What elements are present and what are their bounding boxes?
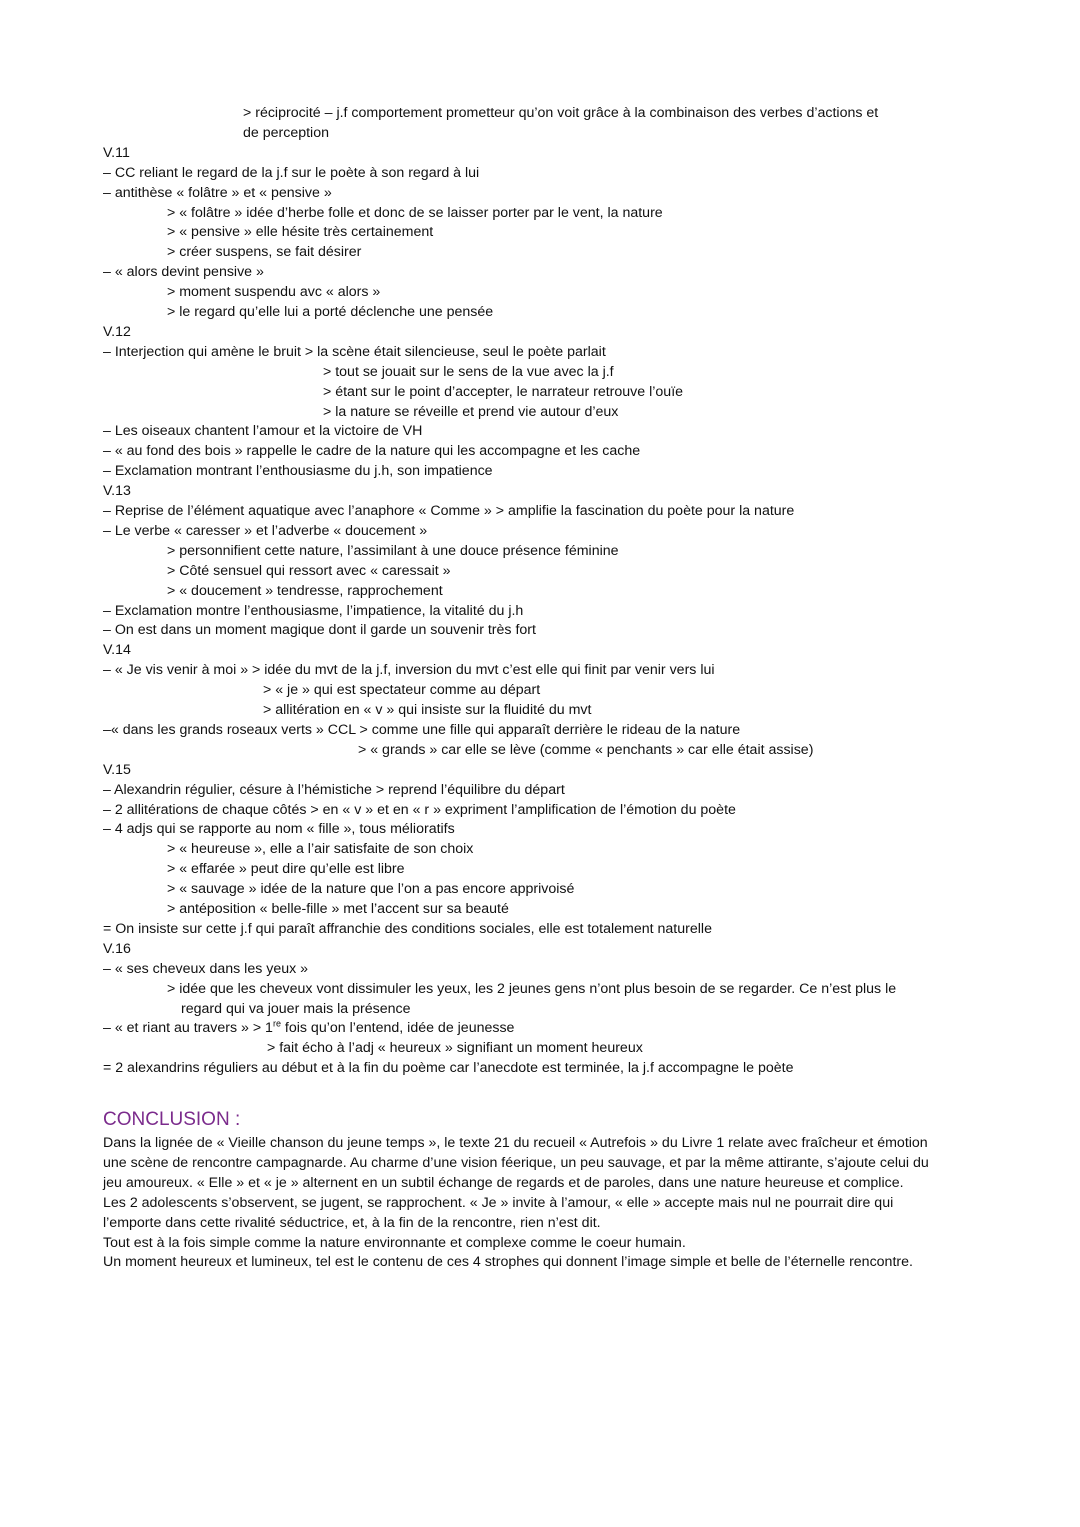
conclusion-line: Tout est à la fois simple comme la nature environnante et complexe comme le coeur humain. — [103, 1234, 686, 1251]
conclusion-line: Dans la lignée de « Vieille chanson du jeune temps », le texte 21 du recueil « Autrefois » du Livre 1 relate avec fraîcheur et émotion — [103, 1135, 928, 1151]
note-line: > personnifient cette nature, l’assimilant à une douce présence féminine — [167, 542, 619, 559]
note-line: – « alors devint pensive » — [103, 264, 264, 281]
note-line: – « et riant au travers » > 1re fois qu’on l’entend, idée de jeunesse — [103, 1018, 515, 1037]
note-line: – On est dans un moment magique dont il garde un souvenir très fort — [103, 622, 536, 639]
note-line: > réciprocité – j.f comportement prometteur qu’on voit grâce à la combinaison des verbes d’actions et — [243, 105, 879, 121]
note-line: regard qui va jouer mais la présence — [181, 1000, 411, 1017]
note-line: – « ses cheveux dans les yeux » — [103, 960, 309, 977]
note-line: – Reprise de l’élément aquatique avec l’anaphore « Comme » > amplifie la fascination du poète pour la nature — [103, 503, 795, 519]
verse-heading: V.16 — [103, 940, 131, 957]
note-line: de perception — [243, 124, 329, 141]
note-line: > allitération en « v » qui insiste sur la fluidité du mvt — [263, 702, 592, 718]
note-line: – Exclamation montrant l’enthousiasme du j.h, son impatience — [103, 463, 493, 480]
note-line: – Les oiseaux chantent l’amour et la victoire de VH — [103, 423, 423, 440]
note-line: > « grands » car elle se lève (comme « penchants » car elle était assise) — [358, 741, 814, 758]
note-line: > la nature se réveille et prend vie autour d’eux — [323, 403, 619, 420]
note-line: – 4 adjs qui se rapporte au nom « fille », tous mélioratifs — [103, 821, 455, 838]
note-line: – Le verbe « caresser » et l’adverbe « doucement » — [103, 522, 428, 539]
note-line: = 2 alexandrins réguliers au début et à la fin du poème car l’anecdote est terminée, la j.f accompagne le poète — [103, 1060, 794, 1077]
conclusion-line: Un moment heureux et lumineux, tel est le contenu de ces 4 strophes qui donnent l’image simple et belle de l’éternelle rencontre. — [103, 1254, 913, 1271]
conclusion-heading: CONCLUSION : — [103, 1109, 241, 1130]
verse-heading: V.15 — [103, 761, 131, 778]
note-line: – antithèse « folâtre » et « pensive » — [103, 184, 332, 201]
conclusion-line: l’emporte dans cette rivalité séductrice, et, à la fin de la rencontre, rien n’est dit. — [103, 1214, 601, 1231]
note-line: – « au fond des bois » rappelle le cadre de la nature qui les accompagne et les cache — [103, 443, 641, 460]
note-line: > « pensive » elle hésite très certainement — [167, 224, 434, 241]
conclusion-line: une scène de rencontre campagnarde. Au charme d’une vision féerique, un peu sauvage, et par la même attirante, s’ajoute celui du — [103, 1154, 929, 1171]
note-line: –« dans les grands roseaux verts » CCL > comme une fille qui apparaît derrière le rideau de la nature — [103, 721, 741, 738]
note-line: = On insiste sur cette j.f qui paraît affranchie des conditions sociales, elle est totalement naturelle — [103, 920, 712, 937]
note-line: > fait écho à l’adj « heureux » signifiant un moment heureux — [267, 1040, 643, 1057]
note-line: – Alexandrin régulier, césure à l’hémistiche > reprend l’équilibre du départ — [103, 781, 565, 798]
note-line: > « folâtre » idée d’herbe folle et donc de se laisser porter par le vent, la nature — [167, 204, 663, 221]
note-line: > le regard qu’elle lui a porté déclenche une pensée — [167, 304, 494, 320]
note-line: > « effarée » peut dire qu’elle est libre — [167, 861, 405, 878]
note-line: > Côté sensuel qui ressort avec « caressait » — [167, 562, 451, 579]
note-line: > « sauvage » idée de la nature que l’on a pas encore apprivoisé — [167, 881, 575, 898]
note-line: – Interjection qui amène le bruit > la scène était silencieuse, seul le poète parlait — [103, 343, 606, 360]
note-line: – Exclamation montre l’enthousiasme, l’impatience, la vitalité du j.h — [103, 602, 524, 619]
note-line: > « doucement » tendresse, rapprochement — [167, 582, 443, 599]
note-line: > tout se jouait sur le sens de la vue avec la j.f — [323, 363, 614, 380]
conclusion-line: jeu amoureux. « Elle » et « je » alternent en un subtil échange de regards et de paroles, dans une nature heureuse et complice. — [103, 1174, 904, 1191]
verse-heading: V.12 — [103, 323, 131, 340]
note-line: – « Je vis venir à moi » > idée du mvt de la j.f, inversion du mvt c’est elle qui finit par venir vers lui — [103, 662, 715, 679]
note-line: > « heureuse », elle a l’air satisfaite de son choix — [167, 841, 474, 858]
note-line: > « je » qui est spectateur comme au départ — [263, 682, 541, 699]
verse-heading: V.14 — [103, 642, 131, 659]
note-line: > idée que les cheveux vont dissimuler les yeux, les 2 jeunes gens n’ont plus besoin de se regarder. Ce n’est plus le — [167, 980, 897, 997]
verse-heading: V.11 — [103, 144, 130, 161]
note-line: – CC reliant le regard de la j.f sur le poète à son regard à lui — [103, 164, 480, 181]
verse-heading: V.13 — [103, 483, 131, 500]
note-line: > antéposition « belle-fille » met l’accent sur sa beauté — [167, 901, 509, 917]
conclusion-line: Les 2 adolescents s’observent, se jugent, se rapprochent. « Je » invite à l’amour, « elle » accepte mais nul ne pourrait dire qui — [103, 1194, 894, 1211]
note-line: > moment suspendu avc « alors » — [167, 284, 381, 301]
note-line: > créer suspens, se fait désirer — [167, 244, 362, 261]
note-line: – 2 allitérations de chaque côtés > en « v » et en « r » expriment l’amplification de l’émotion du poète — [103, 801, 736, 818]
note-line: > étant sur le point d’accepter, le narrateur retrouve l’ouïe — [323, 383, 684, 400]
